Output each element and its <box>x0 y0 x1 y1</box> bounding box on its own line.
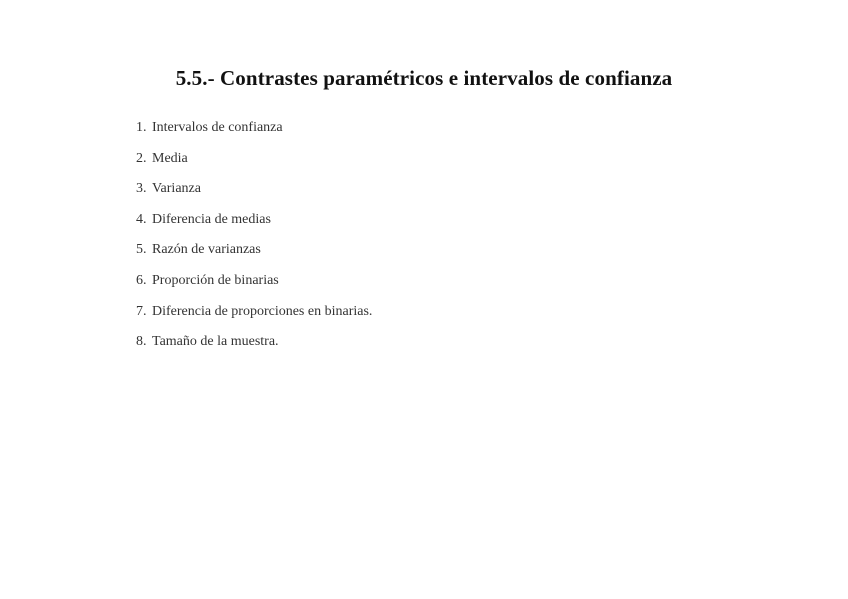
list-item <box>136 332 372 363</box>
list-item-text: Diferencia de medias <box>152 211 271 227</box>
list-item-number: 1. <box>136 120 147 135</box>
list-item-text: Intervalos de confianza <box>152 120 283 135</box>
list-item-number: 3. <box>136 181 147 197</box>
list-item-text: Razón de varianzas <box>152 242 261 258</box>
list-item-text: Tamaño de la muestra. <box>152 334 279 350</box>
list-item-number: 5. <box>136 242 147 258</box>
page-title <box>0 66 848 91</box>
list-item <box>136 149 372 180</box>
list-item <box>136 271 372 302</box>
list-item <box>136 210 372 241</box>
page-title-text: 5.5.- Contrastes paramétricos e intervalos de confianza <box>175 66 673 90</box>
list-item <box>136 240 372 271</box>
list-item <box>136 302 372 333</box>
list-item-text: Proporción de binarias <box>152 272 279 288</box>
list-item-text: Diferencia de proporciones en binarias. <box>152 303 373 319</box>
list-item-text: Varianza <box>152 181 201 197</box>
list-item-number: 8. <box>136 334 147 350</box>
list-item-number: 4. <box>136 211 147 227</box>
list-item-number: 7. <box>136 303 147 319</box>
list-item <box>136 118 372 149</box>
list-item <box>136 179 372 210</box>
list-item-number: 6. <box>136 272 147 288</box>
list-item-text: Media <box>152 150 188 166</box>
topic-list <box>136 118 372 363</box>
list-item-number: 2. <box>136 150 147 166</box>
